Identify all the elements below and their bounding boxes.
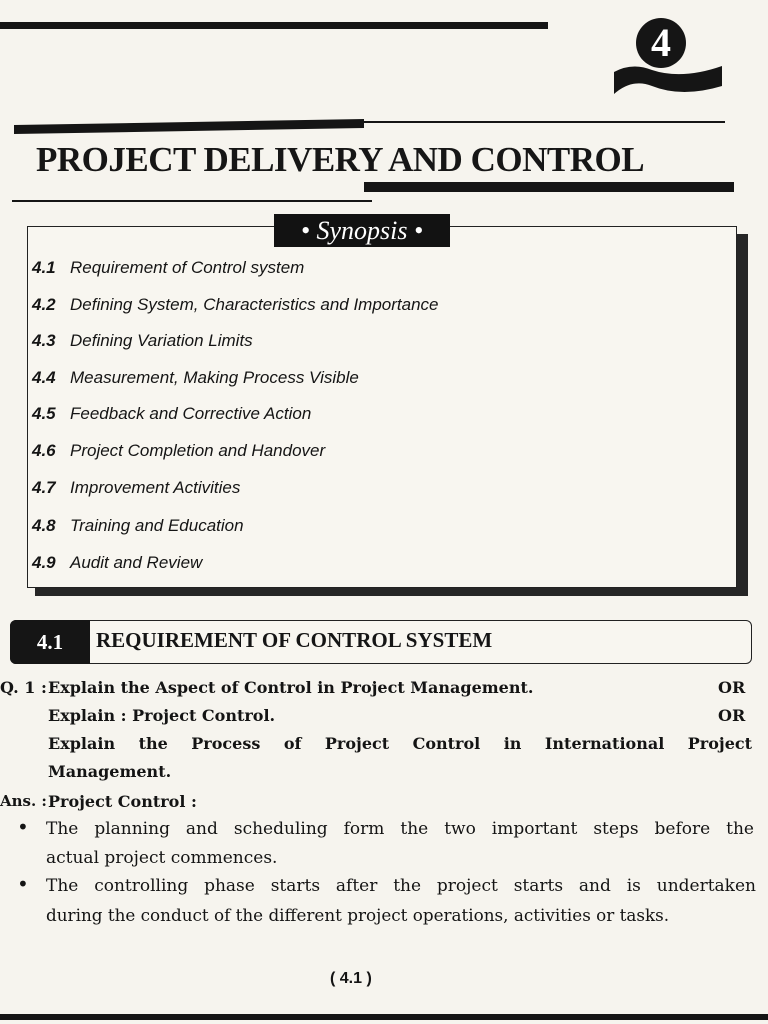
- section-title: REQUIREMENT OF CONTROL SYSTEM: [96, 628, 493, 652]
- synopsis-item-number: 4.2: [32, 295, 56, 314]
- page-number: ( 4.1 ): [330, 970, 372, 987]
- question-line: Explain : Project Control.: [48, 706, 276, 725]
- synopsis-label: • Synopsis •: [274, 214, 450, 247]
- synopsis-item-text: Project Completion and Handover: [70, 441, 326, 460]
- answer-label: Ans. :: [0, 792, 47, 810]
- synopsis-item: [32, 404, 311, 424]
- synopsis-item: [32, 258, 304, 278]
- synopsis-item-number: 4.9: [32, 553, 56, 572]
- or-label: OR: [718, 678, 746, 697]
- question-line: Explain the Aspect of Control in Project Management.: [48, 678, 534, 697]
- synopsis-item-text: Audit and Review: [70, 553, 203, 572]
- title-rule-bottom-thin: [12, 200, 372, 202]
- bullet-icon: •: [17, 872, 29, 896]
- answer-bullet-line: during the conduct of the different project operations, activities or tasks.: [46, 905, 670, 925]
- synopsis-item-text: Improvement Activities: [70, 478, 241, 497]
- synopsis-item: [32, 441, 325, 461]
- section-number: 4.1: [10, 620, 90, 664]
- top-rule: [0, 22, 548, 29]
- synopsis-item-number: 4.1: [32, 258, 56, 277]
- synopsis-item: [32, 516, 244, 536]
- synopsis-item: [32, 368, 359, 388]
- synopsis-item: [32, 295, 439, 315]
- synopsis-item-number: 4.5: [32, 404, 56, 423]
- synopsis-item-text: Defining Variation Limits: [70, 331, 253, 350]
- question-line: Management.: [48, 762, 172, 781]
- synopsis-item-text: Defining System, Characteristics and Importance: [70, 295, 439, 314]
- synopsis-item-text: Feedback and Corrective Action: [70, 404, 312, 423]
- answer-bullet-line: The planning and scheduling form the two important steps before the: [46, 819, 754, 839]
- synopsis-item-text: Training and Education: [70, 516, 244, 535]
- synopsis-item-number: 4.6: [32, 441, 56, 460]
- question-line: Explain the Process of Project Control in International Project: [48, 734, 752, 753]
- synopsis-item-number: 4.3: [32, 331, 56, 350]
- bullet-icon: •: [17, 815, 29, 839]
- chapter-number-badge: 4: [636, 18, 686, 68]
- answer-heading: Project Control :: [48, 792, 197, 811]
- synopsis-item: [32, 478, 240, 498]
- chapter-title: PROJECT DELIVERY AND CONTROL: [36, 140, 645, 179]
- bottom-rule: [0, 1014, 768, 1020]
- title-rule-top-thick: [14, 119, 364, 134]
- synopsis-item-number: 4.4: [32, 368, 56, 387]
- title-rule-bottom-thick: [364, 182, 734, 192]
- title-rule-top-thin: [360, 121, 725, 123]
- badge-ribbon-icon: [612, 60, 724, 96]
- synopsis-item-number: 4.8: [32, 516, 56, 535]
- synopsis-item-number: 4.7: [32, 478, 56, 497]
- or-label: OR: [718, 706, 746, 725]
- answer-bullet-line: The controlling phase starts after the project starts and is undertaken: [46, 876, 756, 896]
- synopsis-item: [32, 331, 253, 351]
- synopsis-item-text: Measurement, Making Process Visible: [70, 368, 359, 387]
- synopsis-item-text: Requirement of Control system: [70, 258, 305, 277]
- synopsis-item: [32, 553, 202, 573]
- answer-bullet-line: actual project commences.: [46, 848, 278, 868]
- question-label: Q. 1 :: [0, 678, 47, 697]
